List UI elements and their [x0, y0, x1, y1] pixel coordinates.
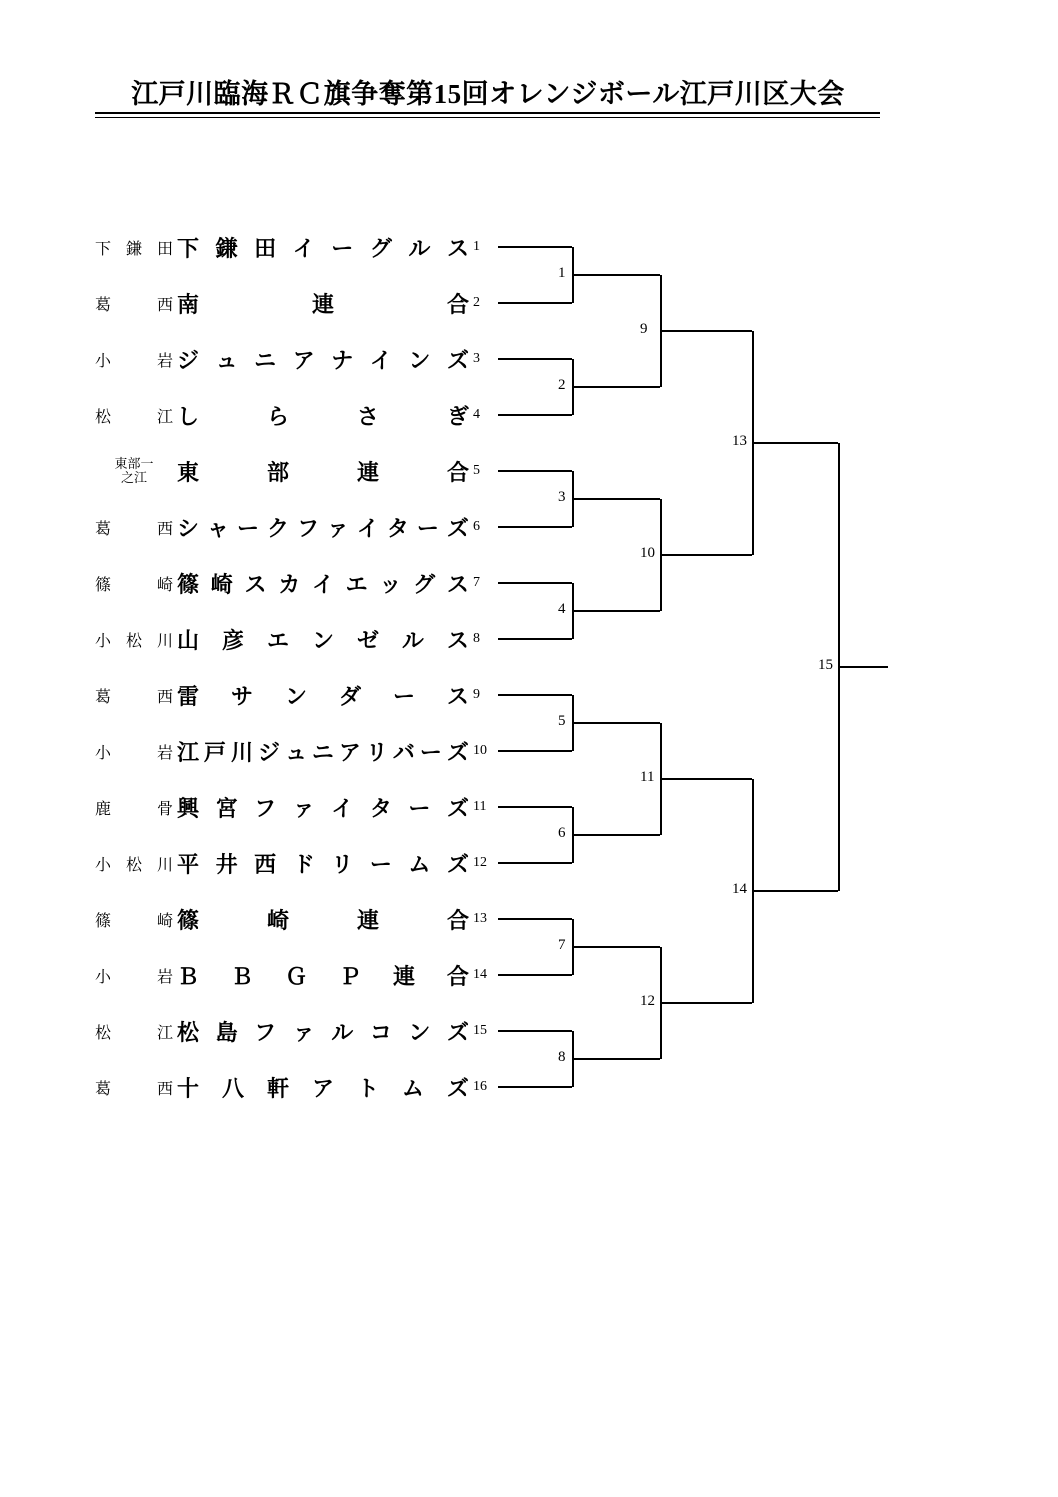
bracket-connector-horizontal — [498, 918, 572, 920]
bracket-connector-horizontal — [660, 778, 752, 780]
team-club-label: 葛 西 — [95, 296, 173, 314]
team-club-label: 篠 崎 — [95, 576, 173, 594]
match-number: 3 — [558, 489, 566, 505]
bracket-connector-horizontal — [498, 470, 572, 472]
bracket-connector-horizontal — [572, 386, 660, 388]
team-club-label: 小 岩 — [95, 968, 173, 986]
team-club-label: 下 鎌 田 — [95, 240, 173, 258]
team-row — [95, 848, 515, 878]
team-name: Ｂ Ｂ Ｇ Ｐ 連 合 — [177, 963, 469, 989]
team-seed-number: 15 — [473, 1023, 487, 1038]
bracket-connector-horizontal — [498, 582, 572, 584]
match-number: 11 — [640, 769, 655, 785]
team-seed-number: 2 — [473, 295, 480, 310]
team-seed-number: 16 — [473, 1079, 487, 1094]
team-seed-number: 8 — [473, 631, 480, 646]
team-club-label: 東部一 之江 — [114, 456, 154, 485]
match-number: 1 — [558, 265, 566, 281]
team-name: し ら さ ぎ — [177, 403, 469, 429]
team-seed-number: 5 — [473, 463, 480, 478]
bracket-connector-horizontal — [838, 666, 888, 668]
bracket-connector-horizontal — [572, 722, 660, 724]
team-row — [95, 512, 515, 542]
team-row — [95, 1016, 515, 1046]
team-club-label: 葛 西 — [95, 1080, 173, 1098]
team-row — [95, 792, 515, 822]
bracket-connector-horizontal — [498, 358, 572, 360]
team-club-label: 小 岩 — [95, 744, 173, 762]
team-seed-number: 6 — [473, 519, 480, 534]
team-seed-number: 4 — [473, 407, 480, 422]
bracket-connector-horizontal — [498, 414, 572, 416]
team-seed-number: 10 — [473, 743, 487, 758]
team-row — [95, 400, 515, 430]
bracket-connector-horizontal — [498, 1030, 572, 1032]
team-row — [95, 624, 515, 654]
team-club-label: 小 松 川 — [95, 632, 173, 650]
bracket-connector-horizontal — [572, 1058, 660, 1060]
team-row — [95, 344, 515, 374]
team-name: 十 八 軒 ア ト ム ズ — [177, 1075, 469, 1101]
match-number: 14 — [732, 881, 747, 897]
match-number: 13 — [732, 433, 747, 449]
team-name: 平 井 西 ド リ ー ム ズ — [177, 851, 469, 877]
team-row — [95, 736, 515, 766]
bracket-connector-horizontal — [498, 974, 572, 976]
team-club-label: 篠 崎 — [95, 912, 173, 930]
team-name: ジ ュ ニ ア ナ イ ン ズ — [177, 347, 469, 373]
team-name: シ ャ ー ク フ ァ イ タ ー ズ — [177, 515, 469, 541]
team-name: 山 彦 エ ン ゼ ル ス — [177, 627, 469, 653]
team-row — [95, 456, 515, 486]
team-name: 南 連 合 — [177, 291, 469, 317]
bracket-connector-horizontal — [498, 526, 572, 528]
match-number: 5 — [558, 713, 566, 729]
bracket-connector-horizontal — [498, 806, 572, 808]
team-seed-number: 1 — [473, 239, 480, 254]
match-number: 8 — [558, 1049, 566, 1065]
bracket-connector-horizontal — [498, 862, 572, 864]
team-seed-number: 11 — [473, 799, 487, 814]
bracket-connector-horizontal — [660, 1002, 752, 1004]
team-club-label: 小 岩 — [95, 352, 173, 370]
team-row — [95, 568, 515, 598]
page-title-text: 江戸川臨海ＲＣ旗争奪第15回オレンジボール江戸川区大会 — [131, 79, 845, 109]
team-row — [95, 904, 515, 934]
bracket-connector-horizontal — [572, 610, 660, 612]
match-number: 12 — [640, 993, 655, 1009]
bracket-connector-horizontal — [498, 638, 572, 640]
team-seed-number: 7 — [473, 575, 480, 590]
team-club-label: 松 江 — [95, 1024, 173, 1042]
team-row — [95, 1072, 515, 1102]
bracket-connector-horizontal — [498, 750, 572, 752]
bracket-connector-horizontal — [660, 330, 752, 332]
match-number: 2 — [558, 377, 566, 393]
team-seed-number: 3 — [473, 351, 480, 366]
bracket-connector-horizontal — [572, 834, 660, 836]
team-seed-number: 13 — [473, 911, 487, 926]
bracket-connector-horizontal — [498, 694, 572, 696]
team-club-label: 松 江 — [95, 408, 173, 426]
team-club-label: 小 松 川 — [95, 856, 173, 874]
bracket-connector-horizontal — [572, 946, 660, 948]
team-seed-number: 14 — [473, 967, 487, 982]
team-name: 興 宮 フ ァ イ タ ー ズ — [177, 795, 469, 821]
team-seed-number: 12 — [473, 855, 487, 870]
team-club-label: 鹿 骨 — [95, 800, 173, 818]
bracket-connector-horizontal — [498, 302, 572, 304]
bracket-connector-horizontal — [498, 246, 572, 248]
team-name: 雷 サ ン ダ ー ス — [177, 683, 469, 709]
team-name: 篠 崎 ス カ イ エ ッ グ ス — [177, 571, 469, 597]
team-name: 東 部 連 合 — [177, 459, 469, 485]
bracket-connector-horizontal — [498, 1086, 572, 1088]
bracket-connector-horizontal — [752, 890, 838, 892]
team-name: 下 鎌 田 イ ー グ ル ス — [177, 235, 469, 261]
bracket-connector-horizontal — [752, 442, 838, 444]
match-number: 15 — [818, 657, 833, 673]
team-name: 松 島 フ ァ ル コ ン ズ — [177, 1019, 469, 1045]
team-row — [95, 232, 515, 262]
team-club-label: 葛 西 — [95, 520, 173, 538]
team-row — [95, 288, 515, 318]
match-number: 6 — [558, 825, 566, 841]
match-number: 10 — [640, 545, 655, 561]
team-name: 篠 崎 連 合 — [177, 907, 469, 933]
team-seed-number: 9 — [473, 687, 480, 702]
team-row — [95, 960, 515, 990]
match-number: 9 — [640, 321, 648, 337]
bracket-connector-horizontal — [660, 554, 752, 556]
bracket-connector-horizontal — [572, 274, 660, 276]
bracket-connector-horizontal — [572, 498, 660, 500]
match-number: 4 — [558, 601, 566, 617]
team-club-label: 葛 西 — [95, 688, 173, 706]
match-number: 7 — [558, 937, 566, 953]
team-name: 江 戸 川 ジ ュ ニ ア リ バ ー ズ — [177, 739, 469, 765]
team-row — [95, 680, 515, 710]
